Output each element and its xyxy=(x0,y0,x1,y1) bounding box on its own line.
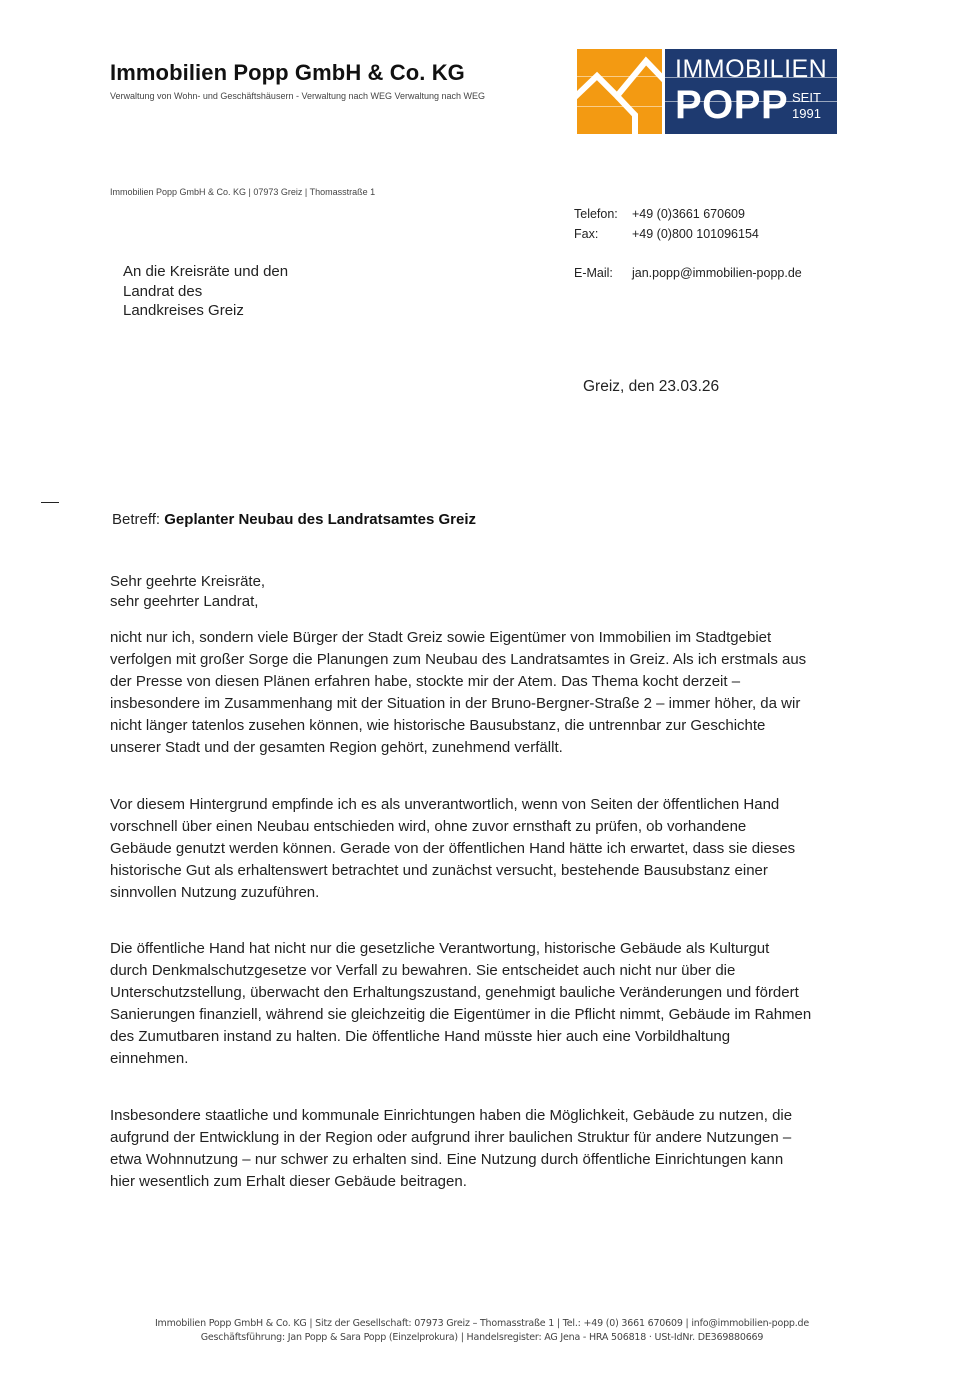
text-line: Die öffentliche Hand hat nicht nur die gesetzliche Verantwortung, historische Gebäude als Kulturgut xyxy=(110,940,770,957)
text-line: der Presse von diesen Plänen erfahren habe, stockte mir der Atem. Das Thema kocht derzeit – xyxy=(110,673,741,690)
logo-immobilien-text: IMMOBILIEN xyxy=(675,55,828,83)
recipient-line: Landrat des xyxy=(123,282,203,300)
phone-value: +49 (0)3661 670609 xyxy=(632,207,745,221)
salutation-line: sehr geehrter Landrat, xyxy=(110,592,259,610)
contact-email xyxy=(574,265,802,285)
body-paragraph-1 xyxy=(110,627,890,759)
company-name: Immobilien Popp GmbH & Co. KG xyxy=(110,60,465,85)
logo-year-text: 1991 xyxy=(792,106,821,121)
sender-return-address: Immobilien Popp GmbH & Co. KG | 07973 Greiz | Thomasstraße 1 xyxy=(110,187,376,197)
text-line: hier wesentlich zum Erhalt dieser Gebäude beitragen. xyxy=(110,1173,467,1190)
text-line: Sanierungen finanziell, während sie gleichzeitig die Eigentümer in die Pflicht nimmt, Gebäude im Rahmen xyxy=(110,1006,812,1023)
text-line: verfolgen mit großer Sorge die Planungen zum Neubau des Landratsamtes in Greiz. Als ich erstmals aus xyxy=(110,651,807,668)
text-line: unserer Stadt und der gesamten Region gehört, zunehmend verfällt. xyxy=(110,739,563,756)
company-tagline: Verwaltung von Wohn- und Geschäftshäusern - Verwaltung nach WEG Verwaltung nach WEG xyxy=(110,91,486,101)
text-line: nicht nur ich, sondern viele Bürger der Stadt Greiz sowie Eigentümer von Immobilien im Stadtgebiet xyxy=(110,629,772,646)
text-line: insbesondere im Zusammenhang mit der Situation in der Bruno-Bergner-Straße 2 – immer höher, da wir xyxy=(110,695,801,712)
salutation-line: Sehr geehrte Kreisräte, xyxy=(110,573,266,590)
recipient-line: An die Kreisräte und den xyxy=(123,263,289,280)
subject-line xyxy=(112,511,476,528)
text-line: vorschnell über einen Neubau entschieden wird, ohne zuvor ernsthaft zu prüfen, ob vorhandene xyxy=(110,818,747,835)
contact-block xyxy=(574,206,802,285)
contact-fax xyxy=(574,226,802,246)
subject-label: Betreff: xyxy=(112,511,165,528)
body-paragraph-3 xyxy=(110,938,890,1070)
footer-line-1: Immobilien Popp GmbH & Co. KG | Sitz der Gesellschaft: 07973 Greiz – Thomasstraße 1 | Tel.: +49 (0) 3661 670609 | info@immobilien-popp.de xyxy=(154,1318,810,1329)
text-line: einnehmen. xyxy=(110,1050,189,1067)
footer-line-2: Geschäftsführung: Jan Popp & Sara Popp (Einzelprokura) | Handelsregister: AG Jena - HRA 506818 · USt-IdNr. DE369880669 xyxy=(200,1332,764,1343)
logo-seit-text: SEIT xyxy=(792,90,821,105)
fax-value: +49 (0)800 101096154 xyxy=(632,227,759,241)
recipient-address xyxy=(123,262,288,321)
text-line: durch Denkmalschutzgesetze vor Verfall zu bewahren. Sie entscheidet auch nicht nur über die xyxy=(110,962,736,979)
text-line: nicht länger tatenlos zusehen können, wie historische Bausubstanz, die untrennbar zur Geschichte xyxy=(110,717,766,734)
text-line: Unterschutzstellung, überwacht den Erhaltungszustand, genehmigt bauliche Veränderungen und fördert xyxy=(110,984,799,1001)
text-line: Insbesondere staatliche und kommunale Einrichtungen haben die Möglichkeit, Gebäude zu nutzen, die xyxy=(110,1107,793,1124)
logo-text-panel xyxy=(665,49,837,134)
text-line: Vor diesem Hintergrund empfinde ich es als unverantwortlich, wenn von Seiten der öffentlichen Hand xyxy=(110,796,780,813)
text-line: aufgrund der Entwicklung in der Region oder aufgrund ihrer baulichen Struktur für andere Nutzungen – xyxy=(110,1129,792,1146)
house-roof-icon xyxy=(577,49,662,134)
text-line: etwa Wohnnutzung – nur schwer zu erhalten sind. Eine Nutzung durch öffentliche Einrichtungen kann xyxy=(110,1151,784,1168)
salutation xyxy=(110,572,265,611)
email-label: E-Mail: xyxy=(574,266,613,280)
text-line: historische Gut als erhaltenswert betrachtet und zunächst versucht, bestehende Bausubstanz einer xyxy=(110,862,768,879)
text-line: Gebäude genutzt werden können. Gerade von der öffentlichen Hand hätte ich erwartet, dass sie dieses xyxy=(110,840,796,857)
fax-label: Fax: xyxy=(574,227,599,241)
body-paragraph-2 xyxy=(110,794,890,904)
text-line: des Zumutbaren instand zu halten. Die öffentliche Hand müsste hier auch eine Vorbildhaltung xyxy=(110,1028,731,1045)
body-paragraph-4 xyxy=(110,1105,890,1193)
recipient-line: Landkreises Greiz xyxy=(123,302,244,319)
contact-phone xyxy=(574,206,802,226)
phone-label: Telefon: xyxy=(574,207,618,221)
company-logo xyxy=(577,49,837,134)
subject-text: Geplanter Neubau des Landratsamtes Greiz xyxy=(164,511,477,528)
page-footer xyxy=(0,1317,964,1345)
fold-mark xyxy=(41,502,59,503)
text-line: sinnvollen Nutzung zuzuführen. xyxy=(110,884,320,901)
email-value[interactable]: jan.popp@immobilien-popp.de xyxy=(632,266,802,280)
letter-date: Greiz, den 23.03.26 xyxy=(583,378,720,395)
logo-popp-text: POPP xyxy=(675,83,789,127)
